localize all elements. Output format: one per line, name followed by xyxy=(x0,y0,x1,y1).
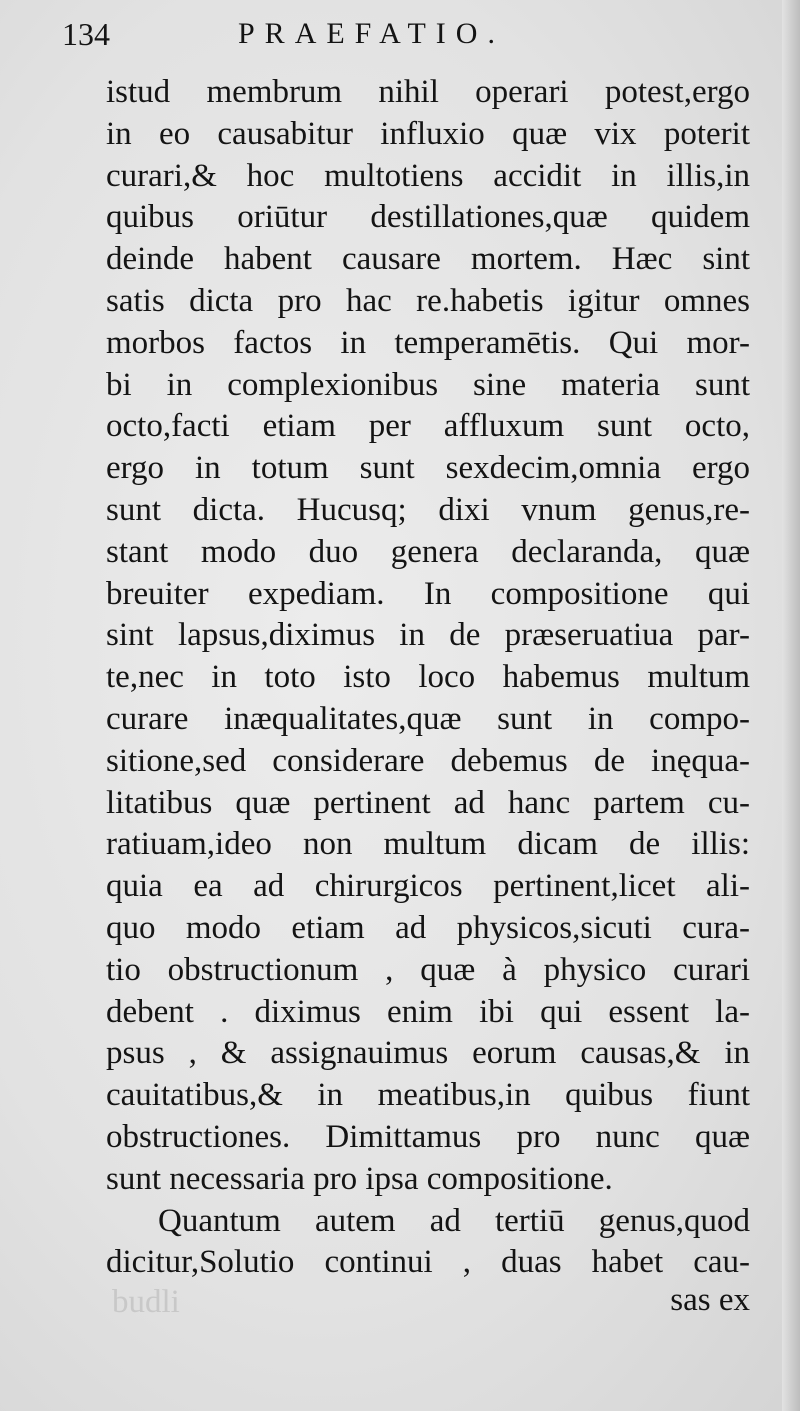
text-line: sunt necessaria pro ipsa compositione. xyxy=(106,1160,613,1197)
text-line: curare inæqualitates,quæ sunt in compo- xyxy=(106,700,750,737)
text-line: psus , & assignauimus eorum causas,& in xyxy=(106,1035,750,1072)
text-line: cauitatibus,& in meatibus,in quibus fiunt xyxy=(106,1077,750,1114)
text-line: istud membrum nihil operari potest,ergo xyxy=(106,74,750,110)
text-line: sunt dicta. Hucusq; dixi vnum genus,re- xyxy=(106,491,750,528)
page-number: 134 xyxy=(62,16,110,52)
running-title: PRAEFATIO. xyxy=(238,17,505,50)
body-text xyxy=(106,72,750,1284)
text-line: obstructiones. Dimittamus pro nunc quæ xyxy=(106,1118,750,1155)
text-line: sitione,sed considerare debemus de inęqua- xyxy=(106,742,750,779)
text-line: quibus oriūtur destillationes,quæ quidem xyxy=(106,199,750,236)
bleed-through-text: budli xyxy=(112,1284,180,1320)
page-edge-shadow xyxy=(782,0,800,1411)
text-line: curari,& hoc multotiens accidit in illis,in xyxy=(106,157,750,194)
text-line: dicitur,Solutio continui , duas habet cau- xyxy=(106,1244,750,1281)
text-line: in eo causabitur influxio quæ vix poterit xyxy=(106,115,750,152)
text-line: ergo in totum sunt sexdecim,omnia ergo xyxy=(106,450,750,487)
text-line: sint lapsus,diximus in de præseruatiua par- xyxy=(106,617,750,654)
text-line: quia ea ad chirurgicos pertinent,licet ali- xyxy=(106,868,750,905)
text-line: debent . diximus enim ibi qui essent la- xyxy=(106,993,750,1030)
text-line: stant modo duo genera declaranda, quæ xyxy=(106,533,750,570)
text-line: Quantum autem ad tertiū genus,quod xyxy=(158,1202,750,1239)
text-line: octo,facti etiam per affluxum sunt octo, xyxy=(106,408,750,445)
text-line: te,nec in toto isto loco habemus multum xyxy=(106,659,750,696)
text-line: quo modo etiam ad physicos,sicuti cura- xyxy=(106,909,750,946)
catchword: sas ex xyxy=(670,1282,750,1318)
text-line: morbos factos in temperamētis. Qui mor- xyxy=(106,324,750,361)
text-line: deinde habent causare mortem. Hæc sint xyxy=(106,241,750,278)
text-line: tio obstructionum , quæ à physico curari xyxy=(106,951,750,988)
text-line: litatibus quæ pertinent ad hanc partem cu- xyxy=(106,784,750,821)
text-line: ratiuam,ideo non multum dicam de illis: xyxy=(106,826,750,863)
text-line: satis dicta pro hac re.habetis igitur omnes xyxy=(106,282,750,319)
text-line: bi in complexionibus sine materia sunt xyxy=(106,366,750,403)
text-line: breuiter expediam. In compositione qui xyxy=(106,575,750,612)
